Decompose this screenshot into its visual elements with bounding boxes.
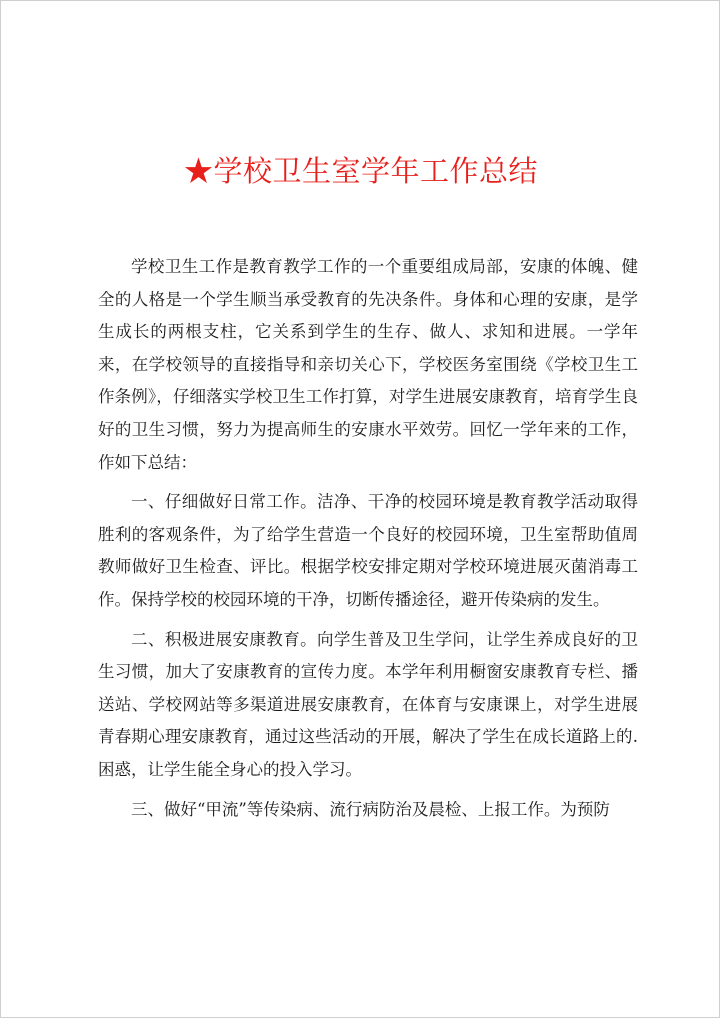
- document-title-text: 学校卫生室学年工作总结: [213, 154, 539, 188]
- paragraph-intro: 学校卫生工作是教育教学工作的一个重要组成局部，安康的体魄、健全的人格是一个学生顺当承受教育的先决条件。身体和心理的安康，是学生成长的两根支柱，它关系到学生的生存、做人、求知和进展。一学年来，在学校领导的直接指导和亲切关心下，学校医务室围绕《学校卫生工作条例》，仔细落实学校卫生工作打算，对学生进展安康教育，培育学生良好的卫生习惯，努力为提高师生的安康水平效劳。回忆一学年来的工作，作如下总结：: [98, 257, 638, 472]
- paragraph-section-3: 三、做好“甲流”等传染病、流行病防治及晨检、上报工作。为预防: [131, 799, 610, 819]
- document-title: [1, 151, 720, 191]
- star-icon: ★: [183, 154, 214, 188]
- document-body: [98, 251, 638, 833]
- paragraph-section-2: 二、积极进展安康教育。向学生普及卫生学问，让学生养成良好的卫生习惯，加大了安康教育的宣传力度。本学年利用橱窗安康教育专栏、播送站、学校网站等多渠道进展安康教育，在体育与安康课上，对学生进展青春期心理安康教育，通过这些活动的开展，解决了学生在成长道路上的.困惑，让学生能全身心的投入学习。: [98, 629, 638, 779]
- paragraph-section-1: 一、仔细做好日常工作。洁净、干净的校园环境是教育教学活动取得胜利的客观条件，为了给学生营造一个良好的校园环境，卫生室帮助值周教师做好卫生检查、评比。根据学校安排定期对学校环境进展灭菌消毒工作。保持学校的校园环境的干净，切断传播途径，避开传染病的发生。: [98, 492, 638, 609]
